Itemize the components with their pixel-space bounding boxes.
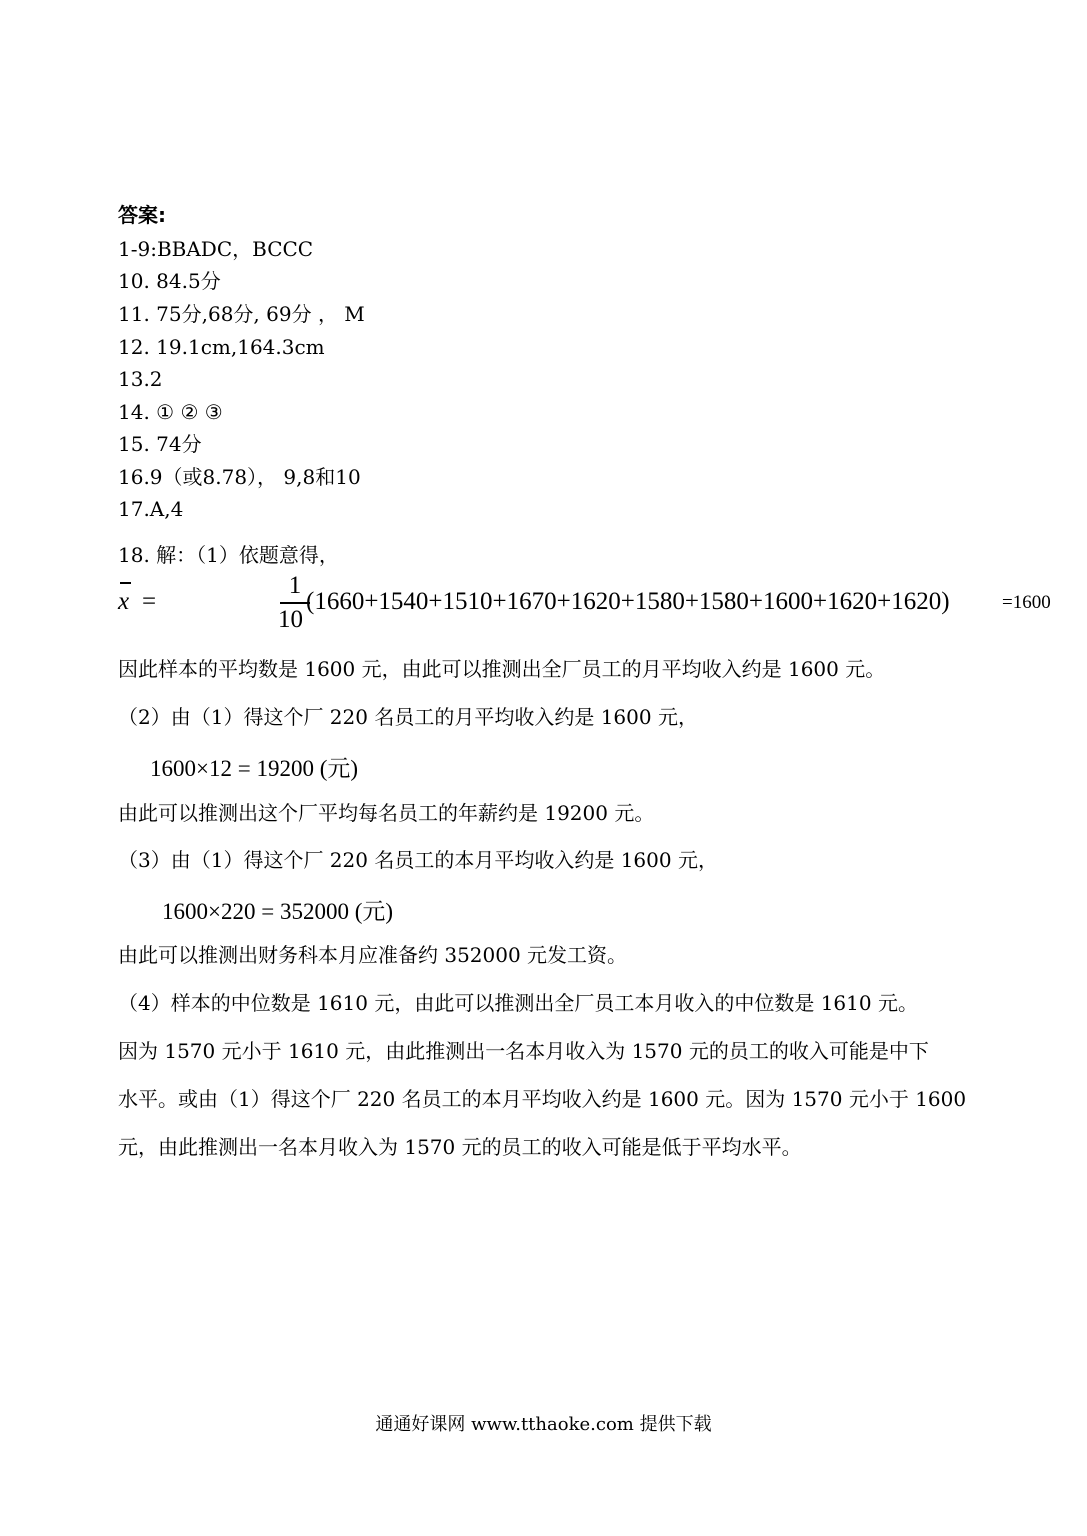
page-footer: 通通好课网 www.tthaoke.com 提供下载 xyxy=(375,1414,712,1435)
answer-line: 14. ① ② ③ xyxy=(118,400,223,424)
answer-line: 17.A,4 xyxy=(118,497,184,521)
q18-paragraph-2b: 由此可以推测出这个厂平均每名员工的年薪约是 19200 元。 xyxy=(118,801,655,825)
answer-line: 16.9（或8.78）， 9,8和10 xyxy=(118,465,361,489)
answer-heading: 答案: xyxy=(118,203,166,227)
mean-equals: = xyxy=(142,588,157,615)
answer-line: 10. 84.5分 xyxy=(118,269,221,293)
q18-paragraph-4-line: 因为 1570 元小于 1610 元，由此推测出一名本月收入为 1570 元的员工的收入可能是中下 xyxy=(118,1039,929,1063)
answer-line: 12. 19.1cm,164.3cm xyxy=(118,335,325,359)
payroll-calc: 1600×220 = 352000 (元) xyxy=(162,899,394,924)
mean-variable: x xyxy=(118,588,130,615)
q18-paragraph-3b: 由此可以推测出财务科本月应准备约 352000 元发工资。 xyxy=(118,943,628,967)
sum-expression: (1660+1540+1510+1670+1620+1580+1580+1600+1620+1620) xyxy=(306,588,950,615)
q18-paragraph-4-line: （4）样本的中位数是 1610 元，由此可以推测出全厂员工本月收入的中位数是 1610 元。 xyxy=(118,991,918,1015)
q18-paragraph-1: 因此样本的平均数是 1600 元，由此可以推测出全厂员工的月平均收入约是 1600 元。 xyxy=(118,657,886,681)
answer-line: 1-9:BBADC，BCCC xyxy=(118,237,314,261)
q18-paragraph-3: （3）由（1）得这个厂 220 名员工的本月平均收入约是 1600 元， xyxy=(118,848,718,872)
annual-salary-calc: 1600×12 = 19200 (元) xyxy=(150,756,359,781)
answer-line: 13.2 xyxy=(118,367,163,391)
fraction-denominator: 10 xyxy=(278,606,303,633)
q18-paragraph-4-line: 水平。或由（1）得这个厂 220 名员工的本月平均收入约是 1600 元。因为 1570 元小于 1600 xyxy=(118,1087,967,1111)
mean-result: =1600 xyxy=(1002,592,1051,613)
answer-line: 15. 74分 xyxy=(118,432,202,456)
q18-paragraph-2: （2）由（1）得这个厂 220 名员工的月平均收入约是 1600 元， xyxy=(118,705,698,729)
q18-paragraph-4-line: 元，由此推测出一名本月收入为 1570 元的员工的收入可能是低于平均水平。 xyxy=(118,1135,802,1159)
q18-intro: 18. 解：（1）依题意得， xyxy=(118,543,339,567)
answer-line: 11. 75分,68分, 69分 ， M xyxy=(118,302,365,326)
fraction-numerator: 1 xyxy=(288,572,302,599)
mean-bar xyxy=(120,582,131,584)
